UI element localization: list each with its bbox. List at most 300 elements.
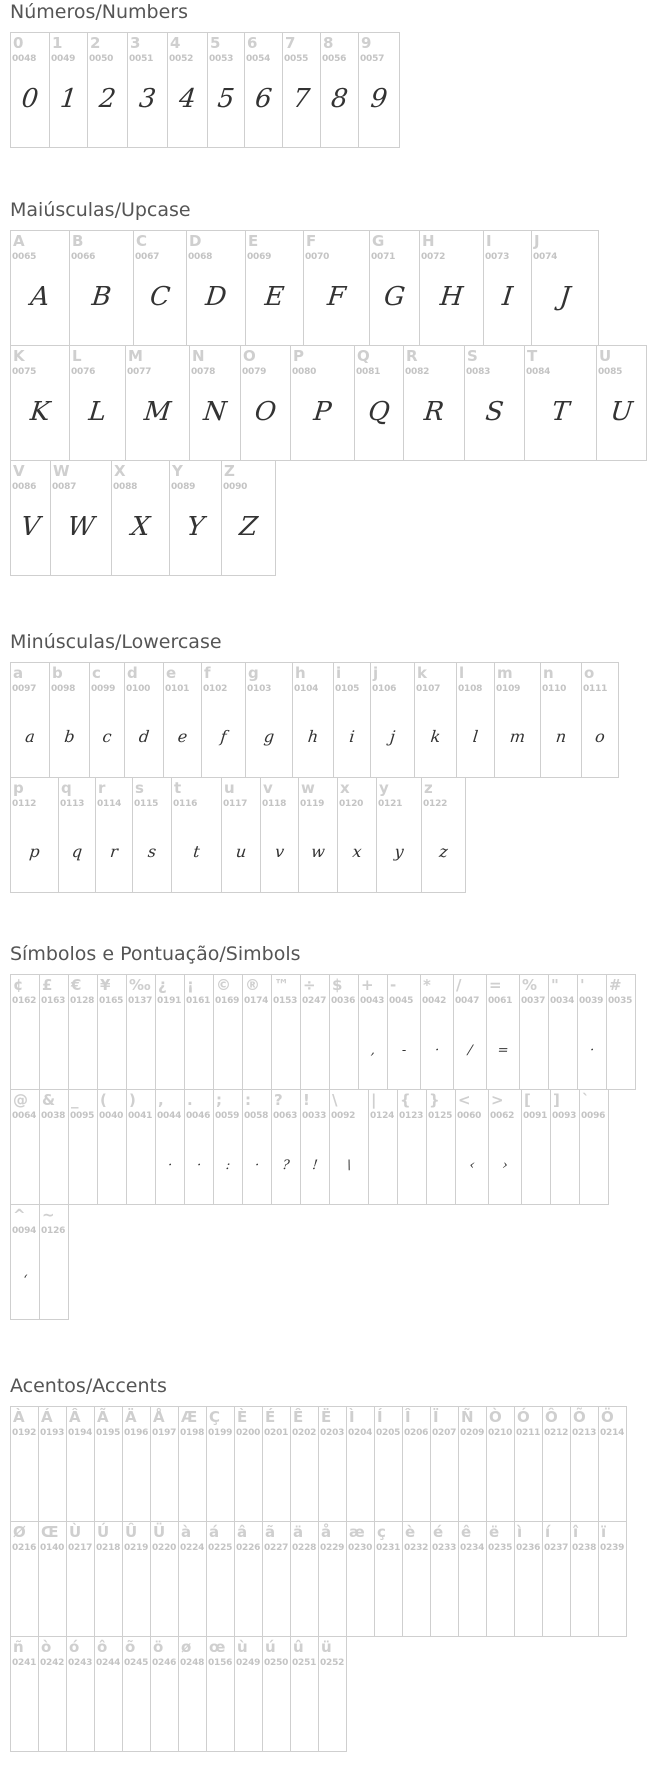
glyph-code: 0191	[157, 996, 182, 1006]
glyph-cell	[486, 974, 520, 1090]
glyph-char: ¥	[100, 976, 111, 994]
glyph-sample: b	[63, 727, 76, 746]
glyph-char: ã	[265, 1523, 276, 1541]
glyph-sample: Z	[237, 512, 260, 542]
glyph-char: #	[609, 976, 622, 994]
glyph-cell	[358, 974, 388, 1090]
glyph-sample: w	[310, 842, 326, 861]
glyph-code: 0036	[331, 996, 356, 1006]
glyph-sample: ·	[589, 1043, 595, 1058]
glyph-char: `	[582, 1091, 590, 1109]
glyph-code: 0086	[12, 482, 37, 492]
glyph-code: 0064	[12, 1111, 37, 1121]
glyph-char: q	[61, 779, 72, 797]
glyph-code: 0063	[273, 1111, 298, 1121]
glyph-sample: 7	[291, 84, 312, 114]
glyph-char: k	[417, 664, 427, 682]
section-title: Símbolos e Pontuação/Simbols	[10, 943, 301, 965]
glyph-cell	[358, 32, 400, 148]
glyph-code: 0040	[99, 1111, 124, 1121]
glyph-cell	[598, 1521, 627, 1637]
glyph-char: >	[491, 1091, 504, 1109]
glyph-code: 0245	[124, 1658, 149, 1668]
glyph-cell	[262, 1521, 291, 1637]
glyph-char: !	[303, 1091, 310, 1109]
glyph-char: ¿	[158, 976, 167, 994]
glyph-code: 0091	[523, 1111, 548, 1121]
glyph-char: ~	[42, 1206, 55, 1224]
glyph-code: 0051	[129, 54, 154, 64]
glyph-code: 0102	[203, 684, 228, 694]
glyph-code: 0194	[68, 1428, 93, 1438]
glyph-cell	[234, 1406, 263, 1522]
glyph-code: 0250	[264, 1658, 289, 1668]
glyph-code: 0109	[496, 684, 521, 694]
glyph-char: u	[224, 779, 235, 797]
glyph-cell	[577, 974, 607, 1090]
glyph-code: 0125	[428, 1111, 453, 1121]
glyph-char: â	[237, 1523, 248, 1541]
glyph-sample: i	[348, 727, 356, 746]
glyph-sample: R	[422, 397, 446, 427]
glyph-sample: v	[274, 842, 286, 861]
glyph-sample: B	[90, 282, 113, 312]
glyph-cell	[178, 1636, 207, 1752]
glyph-cell	[271, 1089, 301, 1205]
glyph-char: y	[379, 779, 389, 797]
glyph-code: 0057	[360, 54, 385, 64]
glyph-char: à	[181, 1523, 192, 1541]
glyph-code: 0228	[292, 1543, 317, 1553]
glyph-cell	[570, 1406, 599, 1522]
glyph-code: 0163	[41, 996, 66, 1006]
glyph-char: 8	[323, 34, 334, 52]
glyph-sample: \	[346, 1158, 353, 1173]
glyph-char: \	[332, 1091, 338, 1109]
glyph-code: 0242	[40, 1658, 65, 1668]
glyph-code: 0075	[12, 367, 37, 377]
glyph-code: 0070	[305, 252, 330, 262]
glyph-row	[10, 777, 661, 892]
glyph-char: l	[459, 664, 465, 682]
glyph-sample: P	[312, 397, 333, 427]
glyph-char: n	[543, 664, 554, 682]
glyph-code: 0098	[51, 684, 76, 694]
glyph-cell	[58, 777, 96, 893]
glyph-code: 0207	[432, 1428, 457, 1438]
glyph-char: }	[429, 1091, 440, 1109]
glyph-cell	[87, 32, 128, 148]
glyph-cell	[368, 1089, 398, 1205]
glyph-code: 0126	[41, 1226, 66, 1236]
glyph-code: 0128	[70, 996, 95, 1006]
glyph-code: 0108	[458, 684, 483, 694]
glyph-char: Õ	[573, 1408, 586, 1426]
glyph-row	[10, 974, 661, 1089]
glyph-cell	[163, 662, 202, 778]
glyph-cell	[320, 32, 359, 148]
glyph-cell	[171, 777, 222, 893]
glyph-sample: U	[608, 397, 635, 427]
glyph-char: V	[13, 462, 25, 480]
glyph-code: 0059	[215, 1111, 240, 1121]
glyph-char: o	[584, 664, 595, 682]
glyph-cell	[207, 32, 245, 148]
glyph-code: 0197	[152, 1428, 177, 1438]
glyph-code: 0198	[180, 1428, 205, 1438]
glyph-cell	[10, 777, 59, 893]
glyph-char: Ü	[153, 1523, 166, 1541]
glyph-cell	[260, 777, 299, 893]
glyph-row	[10, 230, 661, 345]
glyph-cell	[10, 1089, 40, 1205]
glyph-code: 0035	[608, 996, 633, 1006]
glyph-char: ì	[517, 1523, 523, 1541]
glyph-char: 6	[247, 34, 258, 52]
glyph-cell	[514, 1521, 543, 1637]
glyph-char: P	[293, 347, 304, 365]
glyph-code: 0094	[12, 1226, 37, 1236]
glyph-sample: l	[471, 727, 480, 746]
glyph-cell	[514, 1406, 543, 1522]
glyph-char: ‰	[129, 976, 151, 994]
glyph-code: 0227	[264, 1543, 289, 1553]
glyph-code: 0099	[91, 684, 116, 694]
glyph-sample: h	[306, 727, 320, 746]
glyph-cell	[403, 345, 465, 461]
glyph-char: á	[209, 1523, 220, 1541]
glyph-cell	[39, 1204, 69, 1320]
glyph-char: p	[13, 779, 24, 797]
glyph-sample: 9	[369, 84, 389, 114]
glyph-sample: V	[19, 512, 42, 542]
glyph-sample: H	[438, 282, 465, 312]
glyph-cell	[97, 974, 127, 1090]
glyph-cell	[290, 1636, 319, 1752]
glyph-char: Å	[153, 1408, 165, 1426]
glyph-code: 0233	[432, 1543, 457, 1553]
glyph-cell	[206, 1521, 235, 1637]
glyph-code: 0039	[579, 996, 604, 1006]
glyph-code: 0044	[157, 1111, 182, 1121]
glyph-sample: ·	[254, 1158, 260, 1173]
glyph-char: Ë	[321, 1408, 332, 1426]
glyph-sample: o	[594, 727, 606, 746]
glyph-code: 0115	[134, 799, 159, 809]
section-title: Acentos/Accents	[10, 1375, 167, 1397]
glyph-code: 0047	[455, 996, 480, 1006]
glyph-char: z	[424, 779, 433, 797]
glyph-char: ™	[274, 976, 289, 994]
glyph-code: 0219	[124, 1543, 149, 1553]
glyph-code: 0062	[490, 1111, 515, 1121]
glyph-sample: 3	[137, 84, 158, 114]
glyph-cell	[38, 1636, 67, 1752]
glyph-char: *	[423, 976, 431, 994]
glyph-grid	[10, 230, 661, 575]
glyph-code: 0112	[12, 799, 37, 809]
glyph-code: 0073	[485, 252, 510, 262]
glyph-cell	[414, 662, 457, 778]
glyph-code: 0042	[422, 996, 447, 1006]
glyph-char: 3	[130, 34, 141, 52]
glyph-sample: ·	[167, 1158, 173, 1173]
glyph-cell	[169, 460, 222, 576]
glyph-code: 0084	[526, 367, 551, 377]
glyph-char: Î	[405, 1408, 411, 1426]
glyph-sample: ·	[434, 1043, 440, 1058]
glyph-cell	[10, 1204, 40, 1320]
glyph-sample: G	[382, 282, 407, 312]
glyph-char: ]	[553, 1091, 560, 1109]
section-title: Maiúsculas/Upcase	[10, 199, 191, 221]
glyph-cell	[318, 1636, 347, 1752]
glyph-code: 0211	[516, 1428, 541, 1438]
glyph-char: s	[135, 779, 144, 797]
glyph-code: 0244	[96, 1658, 121, 1668]
glyph-code: 0103	[247, 684, 272, 694]
glyph-char: a	[13, 664, 24, 682]
glyph-char: È	[237, 1408, 248, 1426]
glyph-cell	[486, 1406, 515, 1522]
glyph-char: ,	[158, 1091, 164, 1109]
glyph-char: W	[53, 462, 70, 480]
glyph-code: 0193	[40, 1428, 65, 1438]
glyph-char: v	[263, 779, 273, 797]
glyph-code: 0048	[12, 54, 37, 64]
glyph-cell	[69, 345, 126, 461]
glyph-code: 0092	[331, 1111, 356, 1121]
glyph-char: ù	[237, 1638, 248, 1656]
glyph-cell	[89, 662, 125, 778]
glyph-cell	[10, 230, 70, 346]
glyph-sample: F	[325, 282, 348, 312]
glyph-cell	[10, 662, 50, 778]
glyph-code: 0080	[292, 367, 317, 377]
glyph-char: B	[72, 232, 84, 250]
glyph-cell	[206, 1406, 235, 1522]
glyph-char: -	[390, 976, 397, 994]
glyph-cell	[126, 1089, 156, 1205]
glyph-cell	[540, 662, 582, 778]
glyph-code: 0252	[320, 1658, 345, 1668]
glyph-char: Z	[224, 462, 235, 480]
glyph-code: 0161	[186, 996, 211, 1006]
glyph-cell	[262, 1406, 291, 1522]
glyph-char: Ø	[13, 1523, 26, 1541]
glyph-row	[10, 1521, 661, 1636]
glyph-cell	[221, 777, 261, 893]
glyph-sample: ·	[196, 1158, 202, 1173]
glyph-char: f	[204, 664, 211, 682]
glyph-cell	[213, 974, 243, 1090]
glyph-cell	[488, 1089, 522, 1205]
glyph-code: 0066	[71, 252, 96, 262]
glyph-sample: :	[225, 1158, 232, 1173]
glyph-row	[10, 662, 661, 777]
glyph-char: Y	[172, 462, 183, 480]
glyph-char: '	[580, 976, 585, 994]
glyph-char: L	[72, 347, 82, 365]
glyph-sample: 0	[20, 84, 40, 114]
glyph-cell	[10, 1636, 39, 1752]
glyph-code: 0232	[404, 1543, 429, 1553]
section-accents	[10, 1374, 661, 1668]
glyph-char: U	[599, 347, 612, 365]
glyph-code: 0055	[284, 54, 309, 64]
glyph-char: æ	[349, 1523, 365, 1541]
glyph-cell	[421, 777, 466, 893]
glyph-code: 0060	[457, 1111, 482, 1121]
glyph-sample: =	[496, 1043, 510, 1058]
glyph-grid	[10, 974, 661, 1319]
glyph-code: 0206	[404, 1428, 429, 1438]
glyph-char: Ç	[209, 1408, 221, 1426]
glyph-code: 0054	[246, 54, 271, 64]
glyph-sample: e	[176, 727, 189, 746]
glyph-char: e	[166, 664, 177, 682]
glyph-cell	[10, 974, 40, 1090]
glyph-char: œ	[209, 1638, 226, 1656]
glyph-code: 0049	[51, 54, 76, 64]
glyph-char: Ö	[601, 1408, 614, 1426]
glyph-sample: p	[28, 842, 41, 861]
glyph-char: "	[551, 976, 559, 994]
glyph-char: t	[174, 779, 182, 797]
glyph-cell	[150, 1406, 179, 1522]
glyph-code: 0212	[544, 1428, 569, 1438]
glyph-sample: k	[429, 727, 442, 746]
glyph-cell	[178, 1406, 207, 1522]
glyph-sample: d	[137, 727, 151, 746]
glyph-char: <	[458, 1091, 471, 1109]
glyph-sample: ›	[501, 1158, 509, 1173]
glyph-cell	[178, 1521, 207, 1637]
glyph-sample: T	[550, 397, 571, 427]
glyph-char: T	[527, 347, 538, 365]
glyph-char: Ô	[545, 1408, 558, 1426]
glyph-char: ê	[461, 1523, 472, 1541]
glyph-row	[10, 460, 661, 575]
glyph-cell	[397, 1089, 427, 1205]
glyph-cell	[453, 974, 487, 1090]
glyph-code: 0106	[372, 684, 397, 694]
glyph-sample: ‹	[468, 1158, 476, 1173]
glyph-code: 0100	[126, 684, 151, 694]
glyph-char: ò	[41, 1638, 52, 1656]
glyph-char: 9	[361, 34, 372, 52]
glyph-cell	[132, 777, 172, 893]
glyph-char: K	[13, 347, 25, 365]
glyph-code: 0090	[223, 482, 248, 492]
glyph-code: 0162	[12, 996, 37, 1006]
glyph-cell	[122, 1521, 151, 1637]
glyph-char: Ã	[97, 1408, 109, 1426]
glyph-cell	[318, 1521, 347, 1637]
glyph-char: A	[13, 232, 25, 250]
glyph-cell	[419, 230, 484, 346]
glyph-code: 0097	[12, 684, 37, 694]
glyph-cell	[337, 777, 377, 893]
glyph-code: 0241	[12, 1658, 37, 1668]
glyph-code: 0037	[521, 996, 546, 1006]
glyph-char: $	[332, 976, 343, 994]
glyph-cell	[66, 1636, 95, 1752]
glyph-cell	[50, 460, 112, 576]
glyph-sample: c	[101, 727, 113, 746]
glyph-char: ñ	[13, 1638, 24, 1656]
glyph-sample: I	[500, 282, 515, 312]
glyph-char: ô	[97, 1638, 108, 1656]
glyph-char: =	[489, 976, 502, 994]
glyph-cell	[456, 662, 495, 778]
glyph-char: /	[456, 976, 462, 994]
glyph-sample: O	[253, 397, 278, 427]
glyph-cell	[329, 974, 359, 1090]
glyph-sample: S	[484, 397, 505, 427]
glyph-code: 0082	[405, 367, 430, 377]
section-upcase	[10, 198, 661, 542]
glyph-code: 0065	[12, 252, 37, 262]
glyph-code: 0053	[209, 54, 234, 64]
section-title: Números/Numbers	[10, 1, 188, 23]
glyph-code: 0111	[583, 684, 608, 694]
glyph-cell	[155, 974, 185, 1090]
glyph-code: 0229	[320, 1543, 345, 1553]
glyph-code: 0120	[339, 799, 364, 809]
glyph-cell	[430, 1406, 459, 1522]
glyph-code: 0087	[52, 482, 77, 492]
glyph-cell	[125, 345, 190, 461]
glyph-char: |	[371, 1091, 377, 1109]
glyph-char: Ê	[293, 1408, 304, 1426]
glyph-char: %	[522, 976, 538, 994]
section-title: Minúsculas/Lowercase	[10, 631, 222, 653]
glyph-cell	[542, 1521, 571, 1637]
glyph-sample: g	[262, 727, 276, 746]
glyph-cell	[10, 460, 51, 576]
glyph-row	[10, 1089, 661, 1204]
glyph-sample: 5	[216, 84, 236, 114]
glyph-char: C	[136, 232, 148, 250]
glyph-row	[10, 1204, 661, 1319]
glyph-cell	[374, 1521, 403, 1637]
glyph-code: 0056	[322, 54, 347, 64]
glyph-cell	[213, 1089, 243, 1205]
glyph-char: Ï	[433, 1408, 439, 1426]
glyph-cell	[300, 1089, 330, 1205]
glyph-code: 0104	[294, 684, 319, 694]
glyph-char: x	[340, 779, 350, 797]
glyph-cell	[483, 230, 532, 346]
glyph-char: Á	[41, 1408, 53, 1426]
glyph-cell	[221, 460, 276, 576]
glyph-code: 0105	[335, 684, 360, 694]
glyph-code: 0165	[99, 996, 124, 1006]
glyph-char: (	[100, 1091, 107, 1109]
glyph-cell	[126, 974, 156, 1090]
glyph-char: {	[400, 1091, 411, 1109]
glyph-cell	[290, 1406, 319, 1522]
glyph-code: 0169	[215, 996, 240, 1006]
glyph-cell	[240, 345, 291, 461]
glyph-row	[10, 32, 399, 147]
glyph-sample: C	[148, 282, 172, 312]
glyph-code: 0041	[128, 1111, 153, 1121]
glyph-char: ú	[265, 1638, 276, 1656]
glyph-cell	[38, 1406, 67, 1522]
glyph-char: ë	[489, 1523, 500, 1541]
